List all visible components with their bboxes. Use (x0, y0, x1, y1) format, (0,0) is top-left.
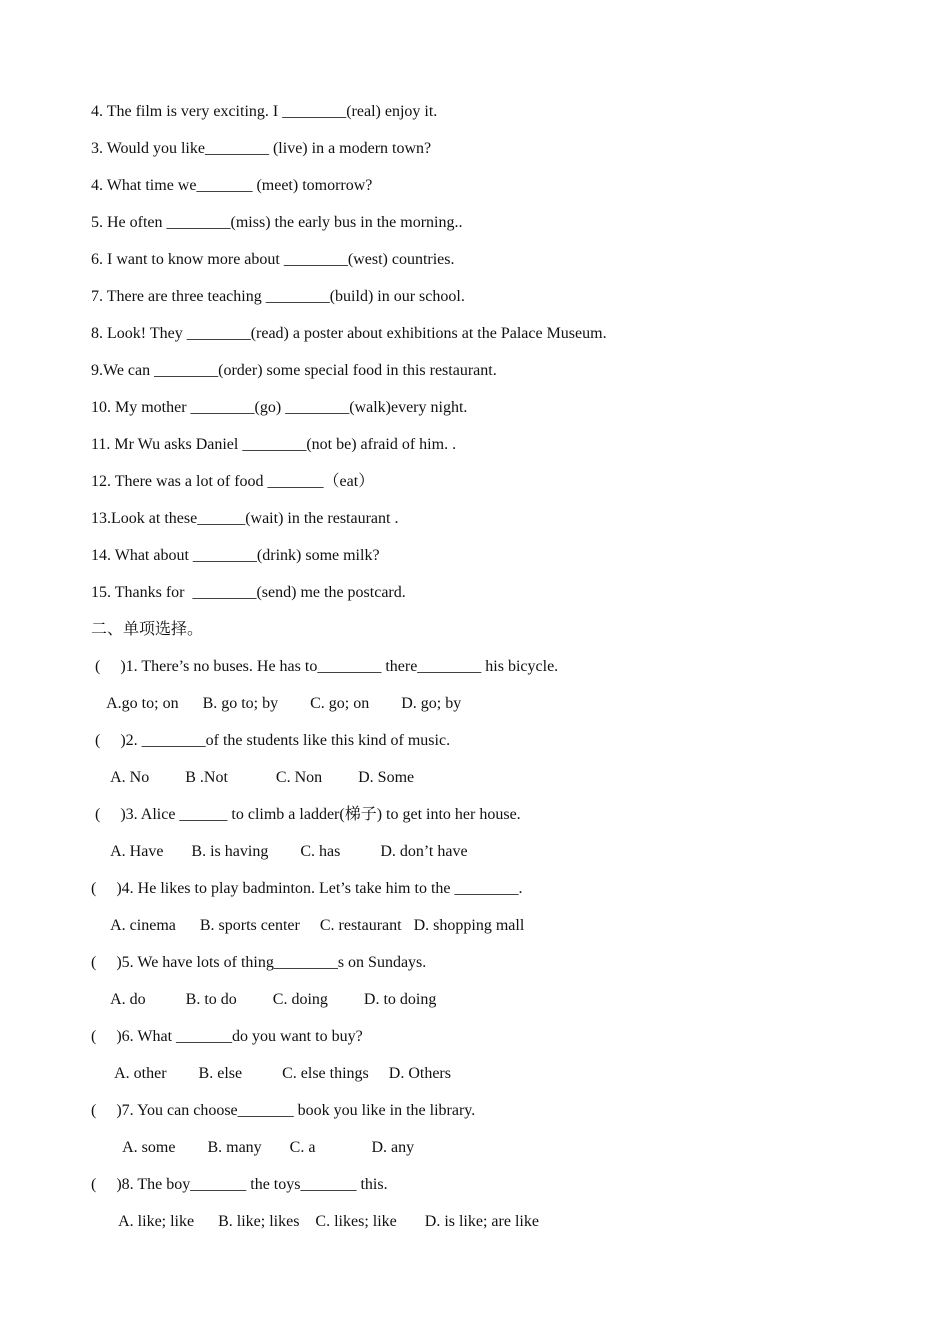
question-stem: ( )5. We have lots of thing________s on Sundays. (91, 954, 427, 971)
question-options: A.go to; on B. go to; by C. go; on D. go; by (91, 695, 462, 712)
fill-in-item: 4. What time we_______ (meet) tomorrow? (91, 177, 373, 194)
question-stem: ( )1. There’s no buses. He has to________ there________ his bicycle. (91, 658, 559, 675)
fill-in-item: 8. Look! They ________(read) a poster about exhibitions at the Palace Museum. (91, 325, 607, 342)
fill-in-item: 6. I want to know more about ________(west) countries. (91, 251, 455, 268)
fill-in-item: 11. Mr Wu asks Daniel ________(not be) afraid of him. . (91, 436, 457, 453)
fill-in-item: 15. Thanks for ________(send) me the postcard. (91, 584, 406, 601)
question-options: A. cinema B. sports center C. restaurant D. shopping mall (91, 917, 525, 934)
fill-in-item: 13.Look at these______(wait) in the restaurant . (91, 510, 399, 527)
fill-in-item: 4. The film is very exciting. I ________(real) enjoy it. (91, 103, 438, 120)
question-stem: ( )3. Alice ______ to climb a ladder(梯子) to get into her house. (91, 806, 521, 823)
question-options: A. other B. else C. else things D. Others (91, 1065, 451, 1082)
section-title: 二、单项选择。 (91, 621, 204, 638)
question-stem: ( )7. You can choose_______ book you like in the library. (91, 1102, 476, 1119)
fill-in-item: 12. There was a lot of food _______（eat） (91, 473, 375, 490)
question-stem: ( )8. The boy_______ the toys_______ this. (91, 1176, 388, 1193)
fill-in-item: 9.We can ________(order) some special food in this restaurant. (91, 362, 497, 379)
question-options: A. Have B. is having C. has D. don’t have (91, 843, 468, 860)
fill-in-item: 10. My mother ________(go) ________(walk)every night. (91, 399, 468, 416)
fill-in-item: 5. He often ________(miss) the early bus in the morning.. (91, 214, 463, 231)
question-stem: ( )4. He likes to play badminton. Let’s take him to the ________. (91, 880, 523, 897)
fill-in-item: 7. There are three teaching ________(build) in our school. (91, 288, 465, 305)
fill-in-item: 14. What about ________(drink) some milk? (91, 547, 380, 564)
question-options: A. No B .Not C. Non D. Some (91, 769, 415, 786)
question-stem: ( )2. ________of the students like this kind of music. (91, 732, 451, 749)
question-options: A. do B. to do C. doing D. to doing (91, 991, 437, 1008)
question-options: A. like; like B. like; likes C. likes; like D. is like; are like (91, 1213, 539, 1230)
question-stem: ( )6. What _______do you want to buy? (91, 1028, 363, 1045)
fill-in-item: 3. Would you like________ (live) in a modern town? (91, 140, 432, 157)
question-options: A. some B. many C. a D. any (91, 1139, 415, 1156)
